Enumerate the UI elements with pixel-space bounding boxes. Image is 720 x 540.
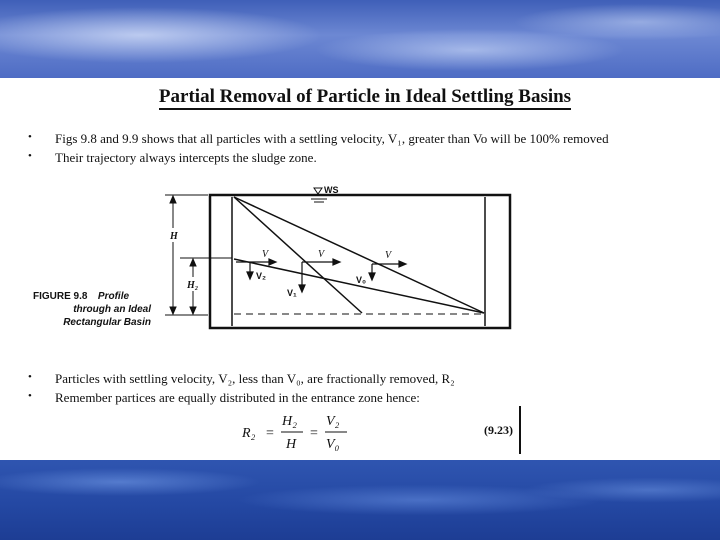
v0-label: V₀ [356,275,367,285]
equals-sign-2: = [310,426,318,441]
figure-caption-line-3: Rectangular Basin [63,317,151,328]
equation-number: (9.23) [484,423,513,437]
bullet-text: Figs 9.8 and 9.9 shows that all particles with a settling velocity, V₁, greater than Vo will be 100% removed [55,131,609,146]
bullet-symbol: • [28,390,32,402]
trajectory-v2 [234,259,484,313]
trajectory-v0 [234,197,484,313]
figure-caption-line-2: through an Ideal [73,304,151,315]
bullet-symbol: • [28,131,32,143]
bullet-symbol: • [28,150,32,162]
fraction2-denominator: V₀ [326,437,340,452]
h2-label: H₂ [187,280,199,291]
v-label-b: V [318,249,325,260]
equation-math [240,410,360,454]
bullet-text: Their trajectory always intercepts the sludge zone. [55,150,317,165]
slide-title: Partial Removal of Particle in Ideal Settling Basins [0,86,720,108]
h-label: H [170,231,178,242]
figure-caption-line-1: Profile [97,291,130,302]
trajectory-v1 [234,197,362,313]
v1-label: V₁ [287,288,297,298]
top-background-band [0,0,720,78]
equation-lhs: R₂ [242,426,256,441]
bullet-text: Remember partices are equally distributed in the entrance zone hence: [55,390,420,405]
bullet-symbol: • [28,371,32,383]
settling-basin-diagram [155,178,525,338]
v-label-c: V [385,250,392,261]
figure-caption [33,288,151,329]
change-bar [519,406,521,454]
v-label-a: V [262,249,269,260]
ws-label: WS [324,185,339,195]
equation [240,410,360,459]
fraction1-denominator: H [286,437,297,452]
v2-label: V₂ [256,271,267,281]
fraction1-numerator: H₂ [282,414,297,429]
height-dimension-h [165,195,208,315]
figure-number: FIGURE 9.8 [33,291,88,302]
bottom-background-band [0,460,720,540]
bullet-text: Particles with settling velocity, V₂, less than V₀, are fractionally removed, R₂ [55,371,455,386]
equals-sign: = [266,426,274,441]
fraction2-numerator: V₂ [326,414,340,429]
